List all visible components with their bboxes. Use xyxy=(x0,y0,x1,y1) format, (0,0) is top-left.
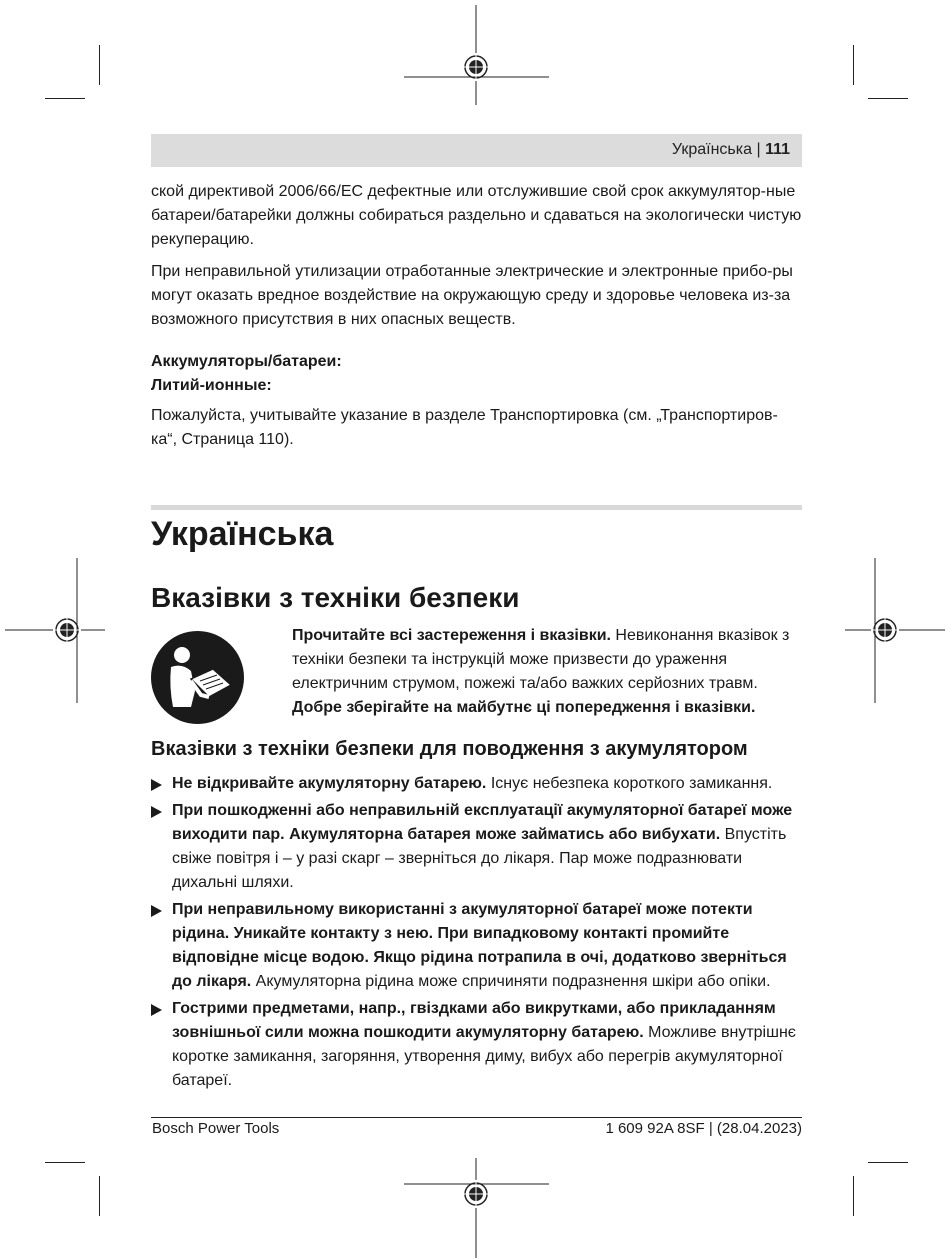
paragraph: ской директивой 2006/66/ЕС дефектные или отслужившие свой срок аккумулятор-ные батареи/батарейки должны собираться раздельно и сдаваться на экологически чистую рекуперацию. xyxy=(151,183,802,248)
bullet-bold: Не відкривайте акумуляторну батарею. xyxy=(172,775,487,792)
crop-mark xyxy=(99,1176,100,1216)
safety-intro xyxy=(292,624,804,720)
list-item xyxy=(151,997,802,1093)
bullet-text: Акумуляторна рідина може спричиняти подразнення шкіри або опіки. xyxy=(251,973,771,990)
section-divider xyxy=(151,505,802,510)
page-number: 111 xyxy=(765,141,790,158)
registration-mark-icon xyxy=(404,5,549,105)
paragraph: Пожалуйста, учитывайте указание в разделе Транспортировка (см. „Транспортиров-ка“, Страница 110). xyxy=(151,407,778,448)
bullet-text: Можливе внутрішнє коротке замикання, загоряння, утворення диму, вибух або перегрів акумуляторної батареї. xyxy=(172,1024,796,1089)
section-title: Українська xyxy=(151,515,334,553)
crop-mark xyxy=(853,1176,854,1216)
footer-brand: Bosch Power Tools xyxy=(152,1120,280,1137)
bullet-triangle-icon xyxy=(151,806,162,818)
crop-mark xyxy=(99,45,100,85)
registration-mark-icon xyxy=(845,558,945,703)
battery-safety-list xyxy=(151,772,802,1096)
bullet-triangle-icon xyxy=(151,1004,162,1016)
header-language: Українська xyxy=(671,141,752,158)
bullet-text: Впустіть свіже повітря і – у разі скарг – зверніться до лікаря. Пар може подразнювати дихальні шляхи. xyxy=(172,826,787,891)
header-separator: | xyxy=(756,141,761,158)
bullet-bold: Гострими предметами, напр., гвіздками або викрутками, або прикладанням зовнішньої сили можна пошкодити акумуляторну батарею. xyxy=(172,1000,776,1041)
section-subtitle: Вказівки з техніки безпеки xyxy=(151,582,520,613)
list-item xyxy=(151,799,802,895)
page-header xyxy=(151,134,802,167)
registration-mark-icon xyxy=(5,558,105,703)
crop-mark xyxy=(45,98,85,99)
bullet-bold: При пошкодженні або неправильній експлуатації акумуляторної батареї може виходити пар. Акумуляторна батарея може займатись або вибухати. xyxy=(172,802,793,843)
intro-bold: Прочитайте всі застереження і вказівки. xyxy=(292,627,611,644)
crop-mark xyxy=(45,1162,85,1163)
list-item xyxy=(151,898,802,994)
top-text-block xyxy=(151,180,802,460)
bullet-bold: При неправильному використанні з акумуляторної батареї може потекти рідина. Уникайте контакту з нею. При випадковому контакті промийте відповідне місце водою. Якщо рідина потрапила в очі, додатково зверніться до лікаря. xyxy=(172,901,787,990)
battery-safety-heading: Вказівки з техніки безпеки для поводження з акумулятором xyxy=(151,738,748,760)
subheading-batteries: Аккумуляторы/батареи: xyxy=(151,353,342,370)
list-item xyxy=(151,772,802,796)
bullet-triangle-icon xyxy=(151,779,162,791)
registration-mark-icon xyxy=(404,1158,549,1258)
intro-text: Невиконання вказівок з техніки безпеки та інструкцій може призвести до ураження електричним струмом, пожежі та/або важких серйозних травм. xyxy=(292,627,790,692)
crop-mark xyxy=(868,98,908,99)
bullet-triangle-icon xyxy=(151,905,162,917)
paragraph: При неправильной утилизации отработанные электрические и электронные прибо-ры могут оказать вредное воздействие на окружающую среду и здоровье человека из-за возможного присутствия в них опасных веществ. xyxy=(151,263,793,328)
footer-doc-id: 1 609 92A 8SF | (28.04.2023) xyxy=(605,1120,802,1137)
read-manual-icon xyxy=(151,631,244,724)
footer-divider xyxy=(151,1117,802,1118)
crop-mark xyxy=(853,45,854,85)
crop-mark xyxy=(868,1162,908,1163)
bullet-text: Існує небезпека короткого замикання. xyxy=(486,775,773,792)
header-label xyxy=(672,141,790,159)
subheading-liion: Литий-ионные: xyxy=(151,377,272,394)
intro-bold-keep: Добре зберігайте на майбутнє ці попередження і вказівки. xyxy=(292,699,756,716)
